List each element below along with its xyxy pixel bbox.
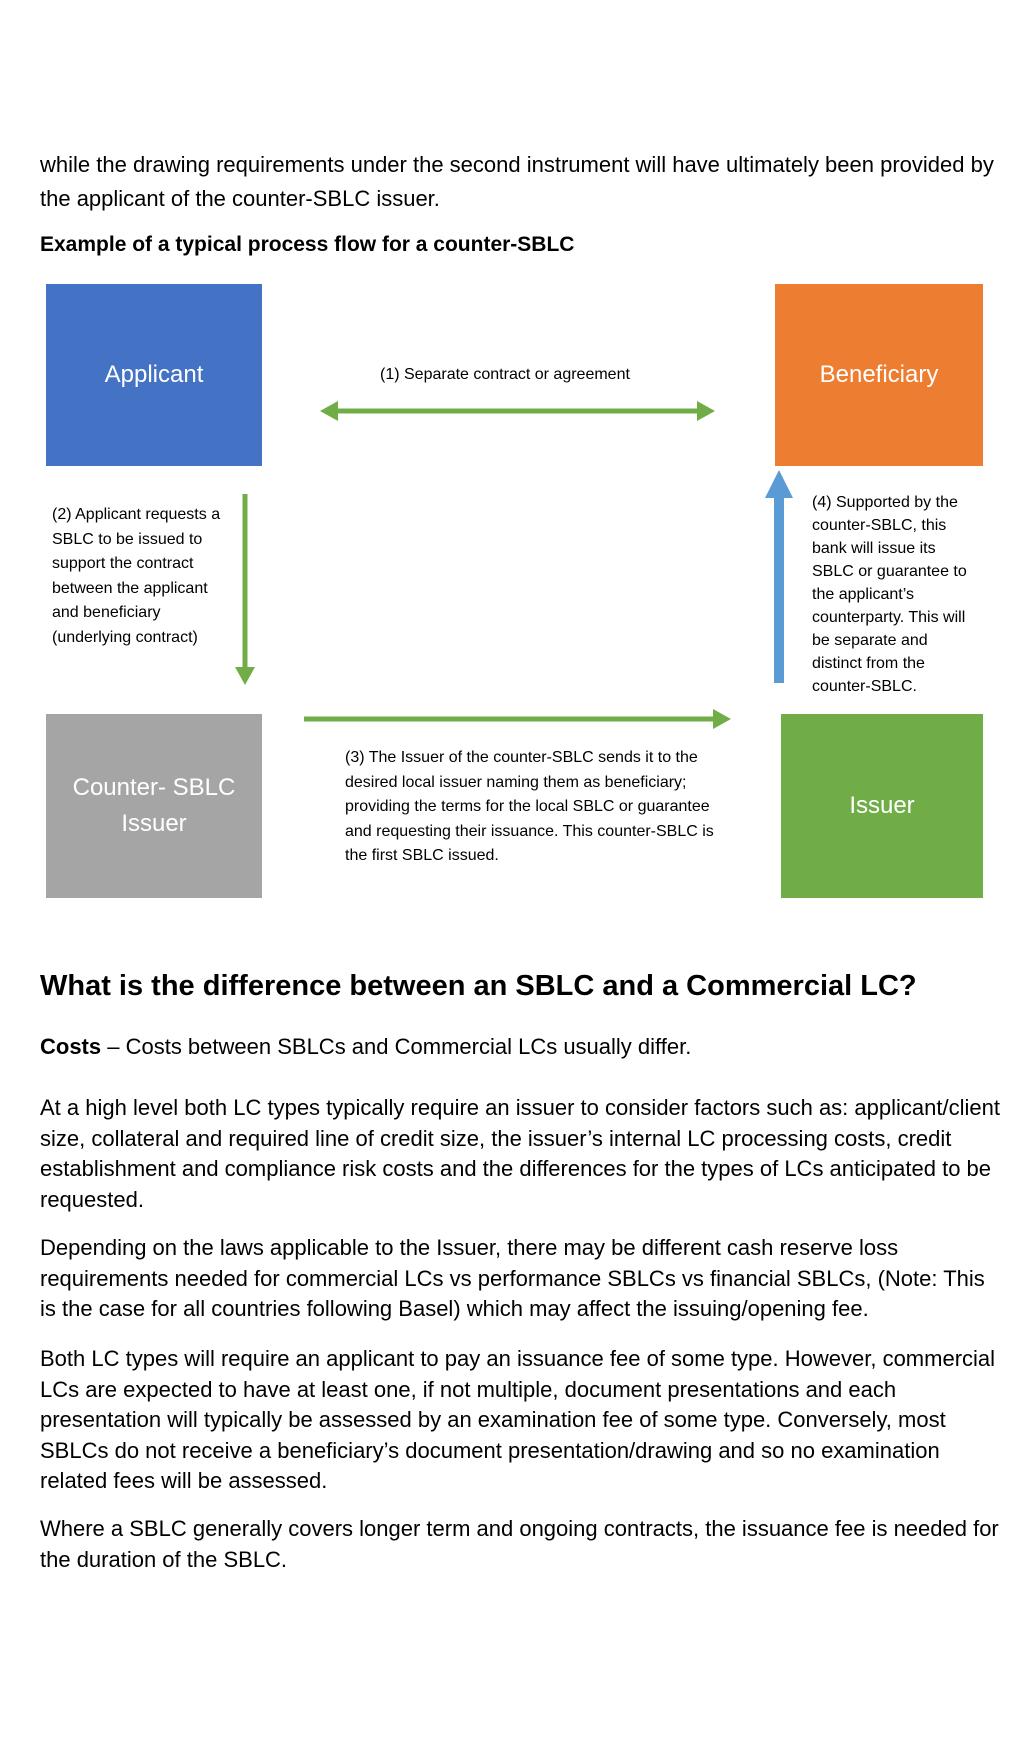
arrow-step4-up [765, 470, 793, 683]
body-paragraph: Both LC types will require an applicant to pay an issuance fee of some type. However, commercial LCs are expected to have at least one, if not multiple, document presentations and each presentation will typically be assessed by an examination fee of some type. Conversely, most SBLCs do not receive a beneficiary’s document presentation/drawing and so no examination related fees will be assessed. [40, 1346, 996, 1493]
costs-paragraph [40, 1032, 1000, 1063]
step4-label: (4) Supported by the counter-SBLC, this bank will issue its SBLC or guarantee to the applicant’s counterparty. This will be separate and distinct from the counter-SBLC. [812, 494, 967, 695]
applicant-label: Applicant [104, 361, 204, 388]
costs-text: – Costs between SBLCs and Commercial LCs usually differ. [101, 1034, 692, 1059]
arrow-step2-down [235, 494, 255, 685]
body-paragraph: At a high level both LC types typically require an issuer to consider factors such as: applicant/client size, collateral and required line of credit size, the issuer’s internal LC processing costs, credit establishment and compliance risk costs and the differences for the types of LCs anticipated to be requested. [40, 1095, 1000, 1212]
issuer-label: Issuer [849, 792, 915, 819]
section-heading: What is the difference between an SBLC and a Commercial LC? [40, 970, 917, 1002]
step1-label: (1) Separate contract or agreement [380, 366, 630, 383]
costs-label: Costs [40, 1034, 102, 1059]
arrow-step1-double [320, 401, 715, 421]
arrow-step3-right [304, 709, 731, 729]
body-paragraph: Depending on the laws applicable to the Issuer, there may be different cash reserve loss requirements needed for commercial LCs vs performance SBLCs vs financial SBLCs, (Note: This is the case for all countries following Basel) which may affect the issuing/opening fee. [40, 1235, 985, 1321]
beneficiary-label: Beneficiary [819, 361, 939, 388]
step2-label: (2) Applicant requests a SBLC to be issued to support the contract between the applicant and beneficiary (underlying contract) [52, 506, 221, 646]
counter-sblc-issuer-label: Counter- SBLC Issuer [72, 774, 236, 837]
diagram-title: Example of a typical process flow for a counter-SBLC [40, 233, 575, 256]
step3-label: (3) The Issuer of the counter-SBLC sends it to the desired local issuer naming them as beneficiary; providing the terms for the local SBLC or guarantee and requesting their issuance. This counter-SBLC is the first SBLC issued. [345, 749, 714, 864]
body-paragraph: Where a SBLC generally covers longer term and ongoing contracts, the issuance fee is needed for the duration of the SBLC. [40, 1516, 999, 1572]
intro-paragraph: while the drawing requirements under the second instrument will have ultimately been provided by the applicant of the counter-SBLC issuer. [40, 152, 994, 211]
